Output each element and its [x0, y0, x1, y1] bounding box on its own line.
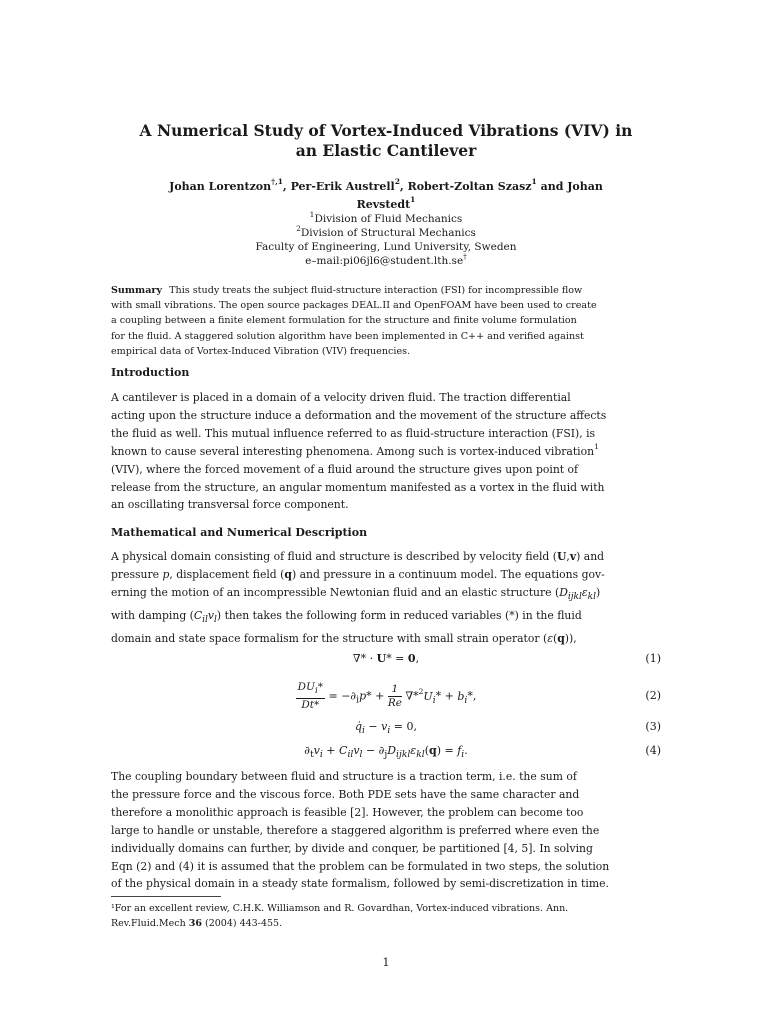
- summary-label: Summary: [111, 285, 163, 296]
- coupling-paragraph: [111, 768, 661, 893]
- summary-line: [111, 283, 661, 298]
- text-line: the pressure force and the viscous force. Both PDE sets have the same character and: [111, 787, 580, 801]
- page-number: 1: [382, 956, 390, 969]
- text-line: pressure p, displacement field (q) and pressure in a continuum model. The equations gov-: [111, 567, 605, 581]
- footnote-text: (2004) 443-455.: [201, 917, 283, 929]
- author-line-1: [111, 178, 661, 196]
- footnote-text: Rev.Fluid.Mech: [111, 917, 189, 929]
- text-line: an oscillating transversal force component.: [111, 498, 349, 512]
- text-line: individually domains can further, by divide and conquer, be partitioned [4, 5]. In solving: [111, 841, 593, 855]
- title-line-2: an Elastic Cantilever: [295, 141, 477, 160]
- affil-text: Division of Structural Mechanics: [300, 227, 476, 239]
- text-line: with damping $(C_{il}v_l)$ then takes the following form in reduced variables (*) in the fluid: [111, 608, 582, 626]
- affiliation-1: [111, 209, 661, 226]
- author-affil-mark: 1: [410, 195, 416, 205]
- author-name: and Johan: [536, 180, 603, 193]
- text-line: therefore a monolithic approach is feasible [2]. However, the problem can become too: [111, 805, 584, 819]
- email-mark: †: [463, 251, 467, 261]
- summary-line: a coupling between a finite element formulation for the structure and finite volume formulation: [111, 315, 577, 327]
- text-line: The coupling boundary between fluid and structure is a traction term, i.e. the sum of: [111, 770, 577, 783]
- text-line: large to handle or unstable, therefore a staggered algorithm is preferred where even the: [111, 823, 600, 837]
- affil-mark: 2: [296, 223, 301, 233]
- author-list: [111, 178, 661, 214]
- text-line: release from the structure, an angular momentum manifested as a vortex in the fluid with: [111, 480, 605, 494]
- text-line: (VIV), where the forced movement of a fluid around the structure gives upon point of: [111, 462, 579, 476]
- summary-line: with small vibrations. The open source packages DEAL.II and OpenFOAM have been used to create: [111, 300, 597, 312]
- text-line: [111, 443, 661, 461]
- introduction-paragraph: [111, 389, 661, 514]
- text-line: A cantilever is placed in a domain of a velocity driven fluid. The traction differential: [111, 391, 571, 404]
- footnote-line: ¹For an excellent review, C.H.K. Williamson and R. Govardhan, Vortex-induced vibrations. Ann.: [111, 903, 569, 914]
- fraction: $\frac{1}{Re}$: [387, 683, 402, 710]
- affiliation-3: Faculty of Engineering, Lund University, Sweden: [255, 241, 517, 253]
- equation-3: [111, 720, 661, 742]
- equation-body: $\frac{DU_i*}{Dt*}$ = $-\partial_ip*$ + $\frac{1}{Re}$ $\nabla*^2U_i* + b_i*$,: [297, 681, 477, 712]
- affiliations: [111, 209, 661, 268]
- text-line: domain and state space formalism for the structure with small strain operator (ε(q)),: [111, 631, 577, 645]
- author-name: Johan Lorentzon: [169, 180, 272, 193]
- summary-line: empirical data of Vortex-Induced Vibration (VIV) frequencies.: [111, 345, 411, 357]
- summary-block: [111, 283, 661, 359]
- text-line: Eqn (2) and (4) it is assumed that the problem can be formulated in two steps, the solution: [111, 859, 610, 873]
- author-affil-mark: †,1: [271, 177, 283, 187]
- footnote-mark: 1: [594, 442, 599, 452]
- equation-1: [111, 652, 661, 674]
- text-line: acting upon the structure induce a deformation and the movement of the structure affects: [111, 408, 607, 422]
- equation-body: $\partial_tv_i + C_{il}v_l - \partial_jD_{ijkl}\varepsilon_{kl}(q) = f_i$.: [304, 744, 468, 761]
- footnote-volume: 36: [188, 917, 202, 929]
- equation-body: $q̇_i - v_i = 0$,: [354, 720, 418, 737]
- section-heading-math: Mathematical and Numerical Description: [111, 526, 368, 539]
- fraction: $\frac{DU_i*}{Dt*}$: [297, 681, 323, 712]
- footnote-line: [111, 917, 661, 932]
- equation-4: [111, 744, 661, 766]
- summary-line: for the fluid. A staggered solution algorithm have been implemented in C++ and verified against: [111, 330, 584, 342]
- author-name: , Per-Erik Austrell: [282, 180, 395, 193]
- affil-mark: 1: [309, 209, 315, 219]
- author-affil-mark: 2: [394, 177, 400, 187]
- author-name: Revstedt: [356, 198, 411, 211]
- footnote: [111, 902, 661, 931]
- equation-number: (2): [645, 689, 661, 702]
- paper-title: [111, 121, 661, 161]
- title-line-1: A Numerical Study of Vortex-Induced Vibrations (VIV) in: [139, 121, 633, 140]
- text-line: of the physical domain in a steady state formalism, followed by semi-discretization in time.: [111, 877, 609, 891]
- affiliation-2: [111, 223, 661, 240]
- equation-number: (4): [645, 744, 661, 757]
- author-affil-mark: 1: [531, 177, 537, 187]
- summary-text: This study treats the subject fluid-structure interaction (FSI) for incompressible flow: [169, 285, 583, 296]
- contact-email: [111, 251, 661, 268]
- math-paragraph: [111, 548, 661, 648]
- author-name: , Robert-Zoltan Szasz: [399, 180, 532, 193]
- text-line: the fluid as well. This mutual influence referred to as fluid-structure interaction (FSI), is: [111, 426, 596, 440]
- text-line: A physical domain consisting of fluid and structure is described by velocity field (U,v) and: [111, 550, 605, 563]
- equation-number: (3): [645, 720, 661, 733]
- text-line: erning the motion of an incompressible Newtonian fluid and an elastic structure $(D_{ijkl}\varepsilon_{kl})$: [111, 585, 601, 602]
- equation-body: ∇* · U* = 0,: [352, 652, 420, 665]
- text-span: known to cause several interesting phenomena. Among such is vortex-induced vibration: [111, 444, 595, 458]
- footnote-rule: [111, 896, 221, 897]
- affil-text: Division of Fluid Mechanics: [314, 213, 463, 225]
- section-heading-introduction: Introduction: [111, 366, 190, 379]
- email-text: e–mail:pi06jl6@student.lth.se: [305, 255, 464, 267]
- equation-2: [111, 681, 661, 715]
- equation-number: (1): [645, 652, 661, 665]
